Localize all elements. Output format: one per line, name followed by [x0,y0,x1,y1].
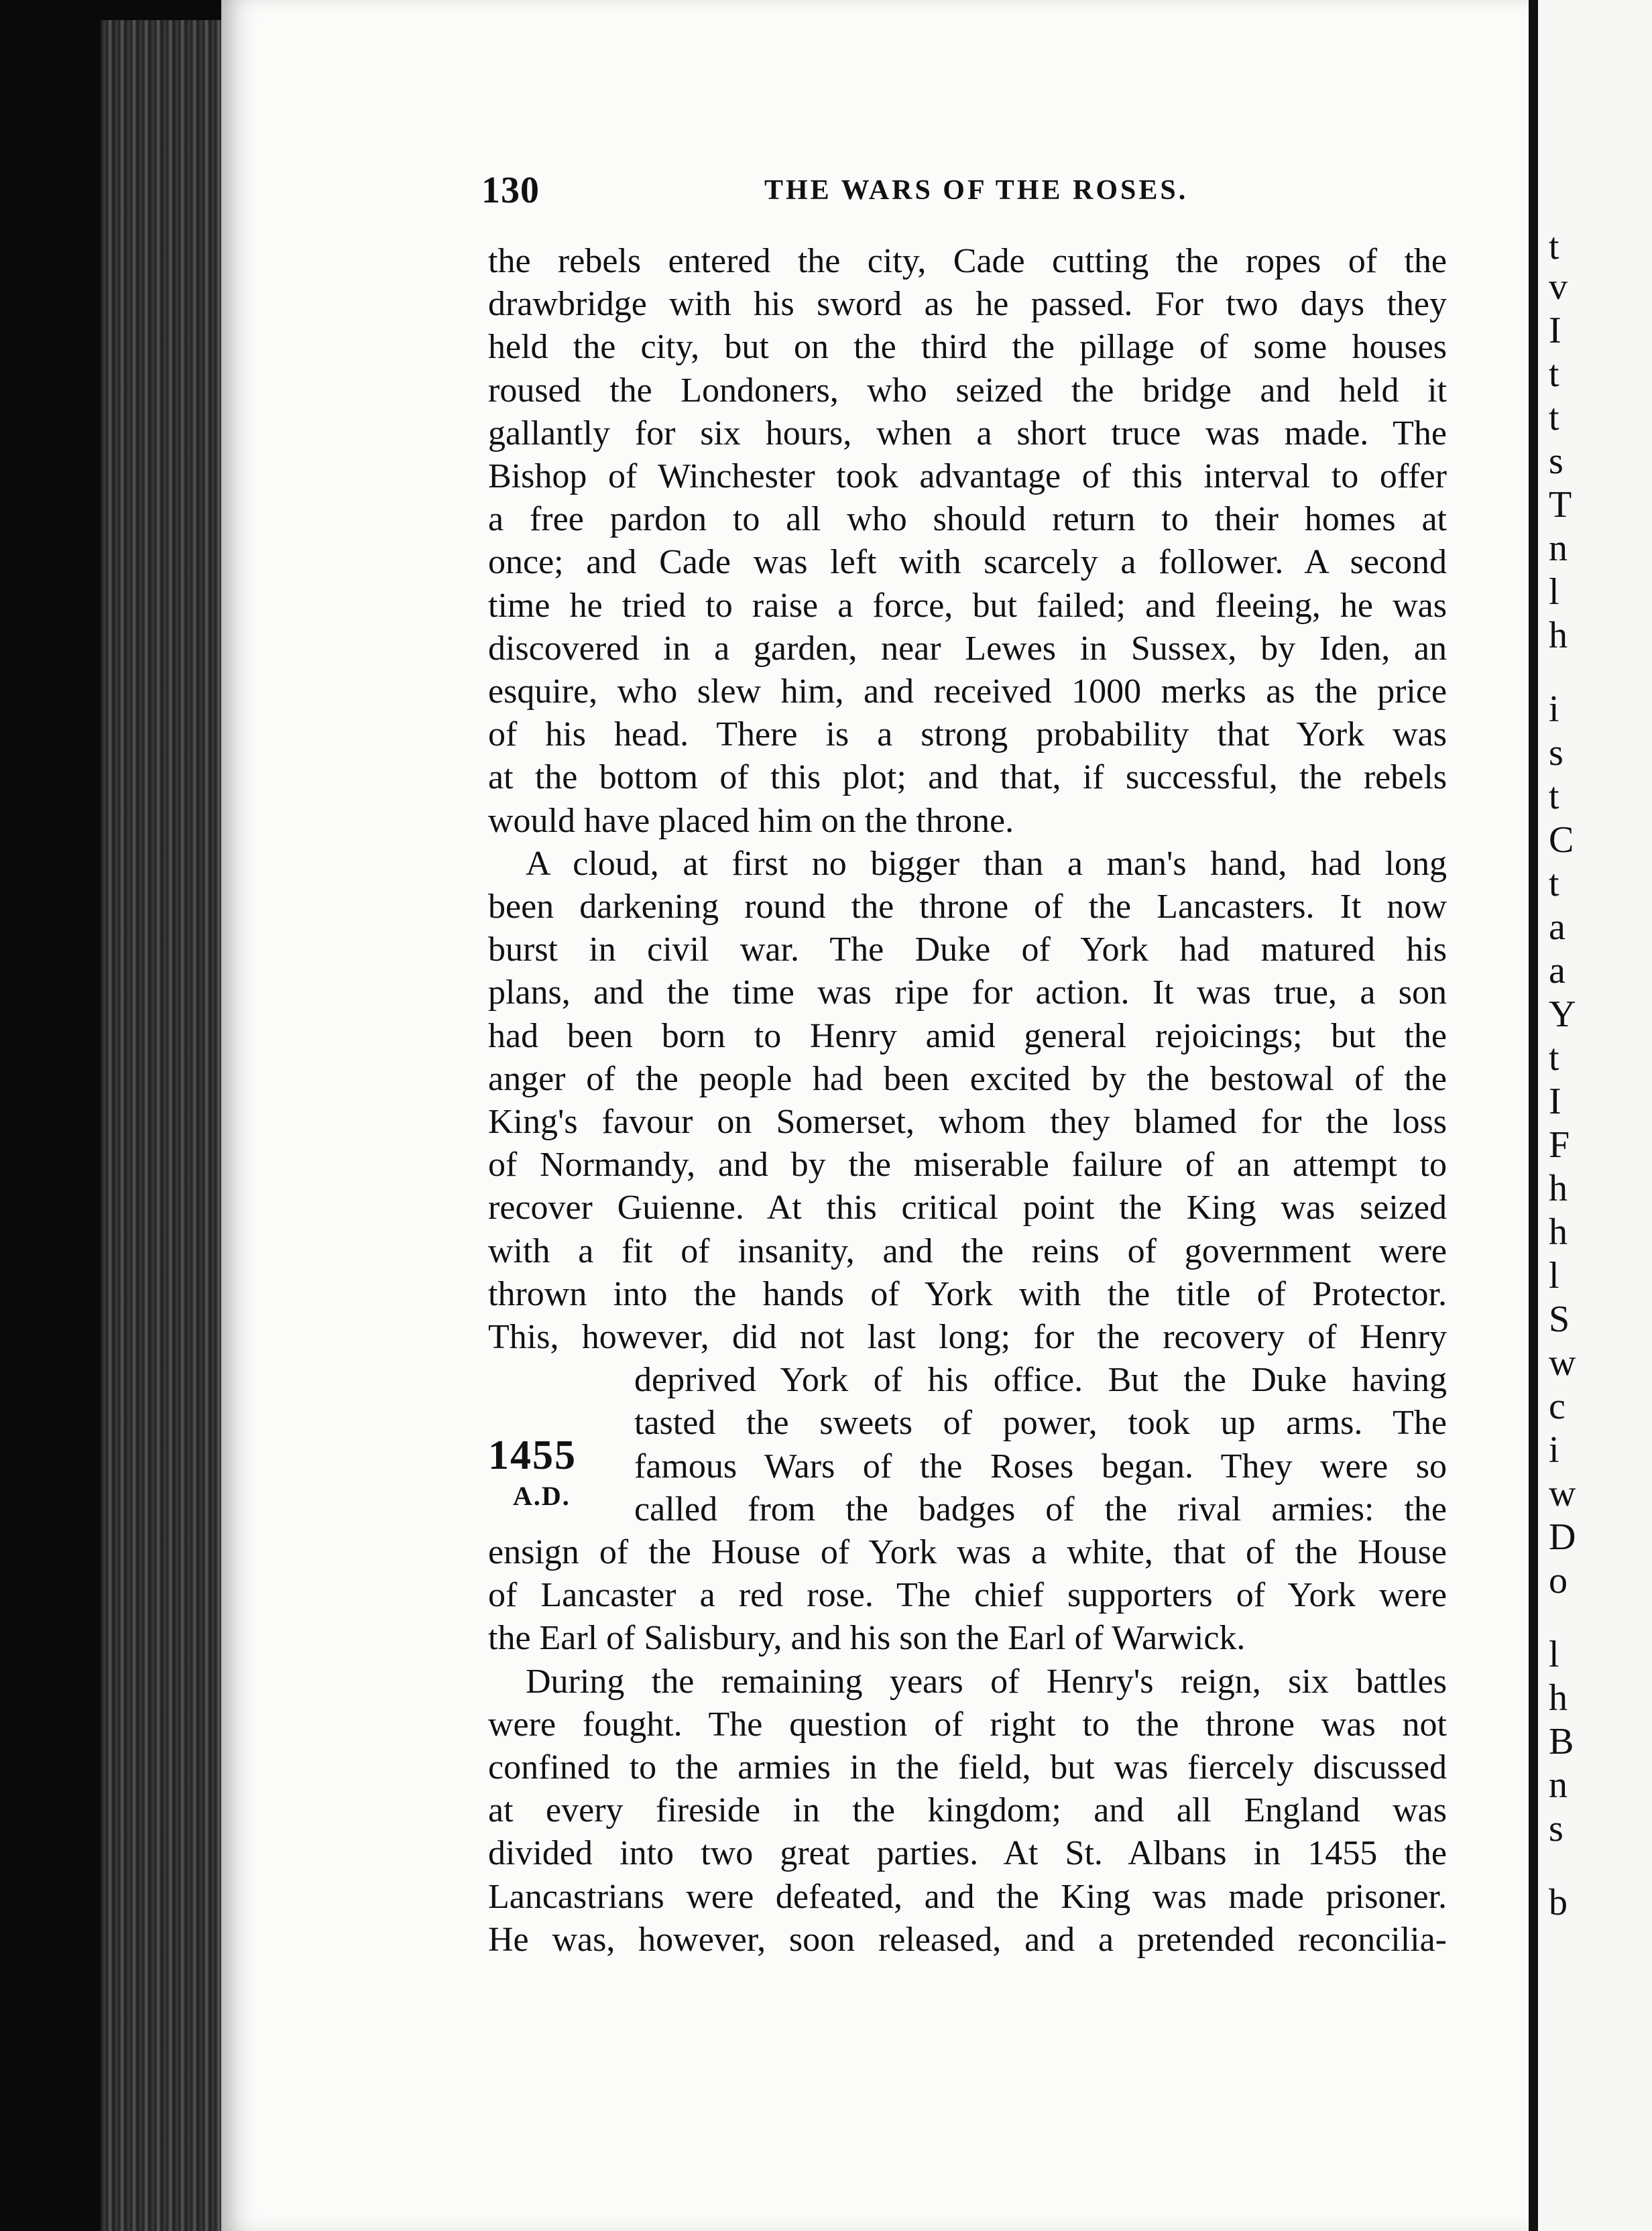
adjacent-page-letter: o [1549,1560,1568,1602]
adjacent-page-letter: n [1549,528,1568,569]
adjacent-page-letter: s [1549,1808,1564,1850]
text-line: a free pardon to all who should return to their homes at [488,500,1447,539]
adjacent-page-letter: T [1549,484,1572,526]
text-line: the rebels entered the city, Cade cutting the ropes of the [488,242,1447,280]
adjacent-page-letter: h [1549,1211,1568,1253]
text-line: deprived York of his office. But the Duke having [634,1361,1447,1400]
running-title: THE WARS OF THE ROSES. [764,175,1189,206]
text-line: esquire, who slew him, and received 1000 merks as the price [488,672,1447,711]
text-line: recover Guienne. At this critical point the King was seized [488,1189,1447,1227]
adjacent-page-letter: B [1549,1721,1574,1762]
adjacent-page-letter: D [1549,1516,1576,1558]
adjacent-page-letter: w [1549,1342,1576,1384]
adjacent-page-letter: t [1549,776,1559,817]
text-line: Lancastrians were defeated, and the King was made prisoner. [488,1877,1447,1916]
adjacent-page-letter: t [1549,353,1559,395]
adjacent-page-letter: t [1549,863,1559,904]
text-line: had been born to Henry amid general rejoicings; but the [488,1016,1447,1055]
text-line: would have placed him on the throne. [488,801,1014,840]
adjacent-page-letter: i [1549,688,1559,730]
adjacent-page-letter: c [1549,1386,1566,1427]
text-line: This, however, did not last long; for the recovery of Henry [488,1318,1447,1356]
page-number: 130 [481,170,540,211]
book-page-edges [101,20,235,2231]
text-line: anger of the people had been excited by the bestowal of the [488,1059,1447,1098]
text-line: of Lancaster a red rose. The chief supporters of York were [488,1576,1447,1615]
adjacent-page-fragment [1529,0,1652,2231]
text-line: held the city, but on the third the pillage of some houses [488,328,1447,367]
adjacent-page-letter: t [1549,397,1559,438]
text-line: with a fit of insanity, and the reins of government were [488,1231,1447,1270]
adjacent-page-letter: h [1549,1677,1568,1719]
text-line: at the bottom of this plot; and that, if successful, the rebels [488,758,1447,797]
adjacent-page-letter: l [1549,1634,1559,1675]
adjacent-page-letter: n [1549,1764,1568,1806]
text-line: the Earl of Salisbury, and his son the Earl of Warwick. [488,1619,1246,1658]
adjacent-page-letter: a [1549,950,1566,991]
text-line: of his head. There is a strong probability that York was [488,715,1447,754]
margin-year: 1455 [488,1433,577,1478]
adjacent-page-letter: l [1549,1255,1559,1297]
adjacent-page-letter: v [1549,266,1568,308]
text-line: discovered in a garden, near Lewes in Sussex, by Iden, an [488,629,1447,668]
adjacent-page-letter: s [1549,732,1564,774]
adjacent-page-letter: S [1549,1299,1570,1340]
text-line: called from the badges of the rival armies: the [634,1490,1447,1528]
text-line: of Normandy, and by the miserable failure of an attempt to [488,1146,1447,1185]
adjacent-page-letter: C [1549,819,1574,861]
text-line: ensign of the House of York was a white, that of the House [488,1533,1447,1571]
text-line: A cloud, at first no bigger than a man's hand, had long [526,844,1447,883]
text-line: famous Wars of the Roses began. They were so [634,1447,1447,1486]
adjacent-page-letter: F [1549,1124,1570,1166]
text-line: at every fireside in the kingdom; and all England was [488,1791,1447,1830]
adjacent-page-letter: h [1549,615,1568,656]
adjacent-page-letter: b [1549,1882,1568,1923]
text-line: were fought. The question of right to the throne was not [488,1705,1447,1744]
adjacent-page-letter: a [1549,906,1566,948]
running-head [481,169,1454,216]
text-line: plans, and the time was ripe for action. It was true, a son [488,973,1447,1012]
text-line: time he tried to raise a force, but failed; and fleeing, he was [488,586,1447,625]
text-line: burst in civil war. The Duke of York had matured his [488,930,1447,969]
text-line: tasted the sweets of power, took up arms. The [634,1404,1447,1443]
adjacent-page-letter: h [1549,1168,1568,1209]
adjacent-page-letter: i [1549,1429,1559,1471]
adjacent-page-letter: t [1549,226,1559,267]
adjacent-page-letter: I [1549,1081,1561,1122]
text-line: drawbridge with his sword as he passed. For two days they [488,285,1447,324]
text-line: divided into two great parties. At St. Albans in 1455 the [488,1834,1447,1873]
text-line: gallantly for six hours, when a short truce was made. The [488,414,1447,453]
margin-era: A.D. [513,1481,571,1511]
text-line: Bishop of Winchester took advantage of this interval to offer [488,457,1447,495]
adjacent-page-letter: l [1549,571,1559,613]
text-line: thrown into the hands of York with the title of Protector. [488,1274,1447,1313]
adjacent-page-letter: I [1549,310,1561,351]
text-line: been darkening round the throne of the Lancasters. It now [488,888,1447,926]
text-line: He was, however, soon released, and a pretended reconcilia- [488,1920,1447,1959]
text-line: once; and Cade was left with scarcely a follower. A second [488,543,1447,582]
adjacent-page-letter: Y [1549,993,1576,1035]
text-line: During the remaining years of Henry's reign, six battles [526,1662,1447,1701]
text-line: roused the Londoners, who seized the bridge and held it [488,371,1447,410]
text-line: King's favour on Somerset, whom they blamed for the loss [488,1103,1447,1141]
adjacent-page-letter: w [1549,1473,1576,1514]
adjacent-page-letter: s [1549,440,1564,482]
text-line: confined to the armies in the field, but was fiercely discussed [488,1748,1447,1787]
adjacent-page-letter: t [1549,1037,1559,1079]
